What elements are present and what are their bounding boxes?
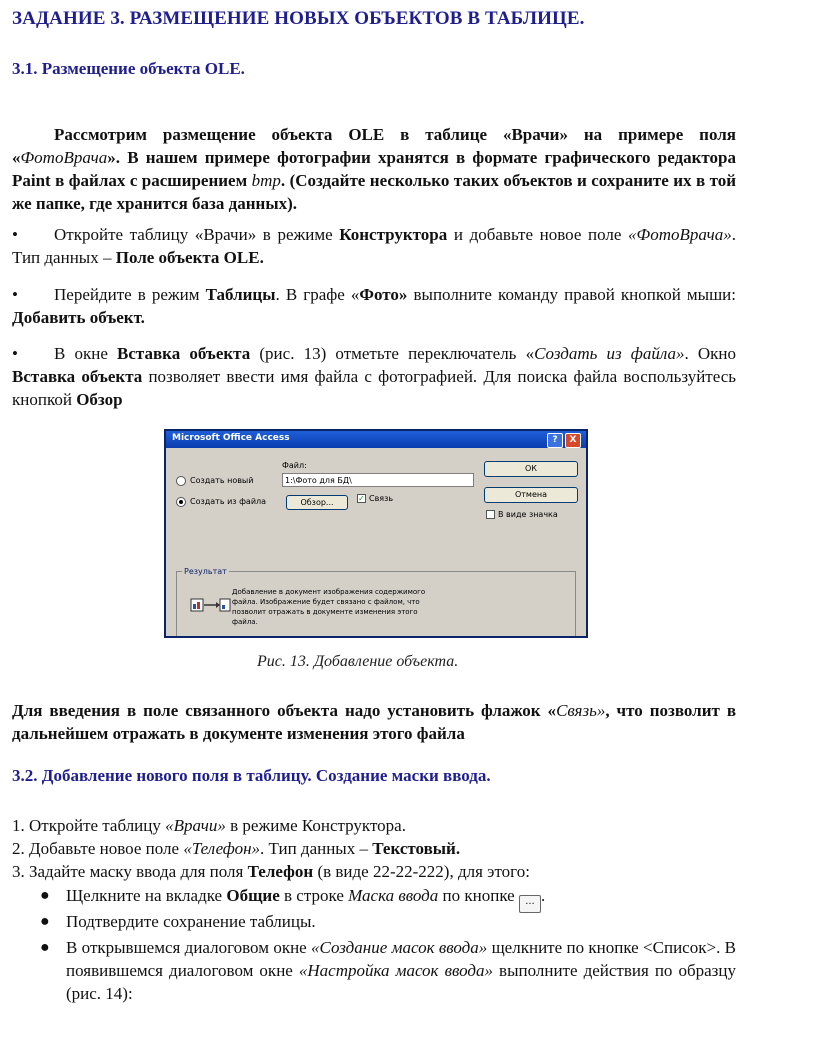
list-item-3 [12, 860, 530, 883]
help-button[interactable]: ? [547, 433, 563, 448]
b1-b: Конструктора [339, 225, 448, 244]
b1-d: «ФотоВрача» [628, 225, 732, 244]
s3-e: выполните действия по образцу (рис. 14): [66, 961, 736, 1003]
list-item-1 [12, 814, 406, 837]
after-a: Для введения в поле связанного объекта надо установить флажок « [12, 701, 557, 720]
s3-b: «Создание масок ввода» [311, 938, 488, 957]
i3-a: 3. Задайте маску ввода для поля [12, 862, 248, 881]
figure-caption: Рис. 13. Добавление объекта. [257, 653, 459, 670]
browse-button[interactable]: Обзор... [286, 495, 348, 510]
s1-b: Общие [226, 886, 280, 905]
s1-c: в строке [279, 886, 349, 905]
intro-bmp: bmp [251, 171, 281, 190]
b3-f: Вставка объекта [12, 367, 143, 386]
b2-d: Фото» [359, 285, 408, 304]
b1-e: . Тип данных – [12, 225, 736, 267]
s3-a: В открывшемся диалоговом окне [66, 938, 312, 957]
bullet-icon: • [12, 225, 18, 244]
bullet-icon: ● [40, 913, 50, 930]
linked-file-icon [190, 597, 232, 613]
i2-a: 2. Добавьте новое поле [12, 839, 184, 858]
builder-button-icon: ... [519, 895, 541, 913]
b1-c: и добавьте новое поле [447, 225, 629, 244]
bullet-icon: ● [40, 939, 50, 956]
file-input[interactable]: 1:\Фото для БД\ [282, 473, 474, 487]
bullet-insert-object [12, 342, 736, 411]
cancel-button[interactable]: Отмена [484, 487, 578, 503]
section-heading-mask: 3.2. Добавление нового поля в таблицу. Создание маски ввода. [12, 766, 491, 785]
s2-text: Подтвердите сохранение таблицы. [66, 912, 316, 931]
b2-b: Таблицы [205, 285, 276, 304]
intro-text-2: ». В нашем примере фотографии хранятся в формате графического редактора [107, 148, 736, 167]
i2-d: Текстовый. [372, 839, 461, 858]
close-button[interactable]: X [565, 433, 581, 448]
b3-e: . Окно [684, 344, 737, 363]
b1-f: Поле объекта OLE. [115, 248, 264, 267]
section-heading-ole: 3.1. Размещение объекта OLE. [12, 59, 245, 78]
b3-b: Вставка объекта [117, 344, 251, 363]
s1-e: по кнопке [438, 886, 519, 905]
s3-c: щелкните по кнопке <Список>. В появившемся диалоговом окне [66, 938, 736, 980]
sub-item-confirm-save [40, 910, 736, 933]
radio-create-new[interactable] [176, 476, 186, 486]
dialog-title: Microsoft Office Access [172, 433, 290, 443]
file-label: Файл: [282, 461, 307, 470]
link-paragraph [12, 699, 736, 745]
i1-c: в режиме Конструктора. [225, 816, 406, 835]
i3-c: (в виде 22-22-222), для этого: [313, 862, 530, 881]
i1-b: «Врачи» [165, 816, 226, 835]
i2-b: «Телефон» [183, 839, 261, 858]
b2-c: . В графе « [275, 285, 360, 304]
radio-create-new-label: Создать новый [190, 476, 254, 485]
b3-a: В окне [54, 344, 118, 363]
intro-text-4: . (Создайте несколько таких объектов и сохраните их в той же папке, где хранится база данных). [12, 171, 737, 213]
insert-object-dialog [164, 429, 588, 638]
dialog-titlebar [166, 431, 586, 448]
bullet-icon: ● [40, 887, 50, 904]
radio-create-from-file-label: Создать из файла [190, 497, 267, 506]
bullet-icon: • [12, 285, 18, 304]
link-checkbox-label: Связь [369, 494, 394, 503]
b2-f: Добавить объект. [12, 308, 145, 327]
s1-f: . [540, 886, 546, 905]
i1-a: 1. Откройте таблицу [12, 816, 166, 835]
after-b: Связь» [556, 701, 606, 720]
i2-c: . Тип данных – [260, 839, 373, 858]
list-item-2 [12, 837, 460, 860]
sub-item-mask-wizard [40, 936, 736, 1005]
result-label: Результат [184, 567, 227, 576]
s1-d: Маска ввода [348, 886, 439, 905]
intro-text-1: Рассмотрим размещение объекта OLE в таблице «Врачи» на примере поля « [12, 125, 736, 167]
result-text: Добавление в документ изображения содержимого файла. Изображение будет связано с файлом, что позволит отражать в документе изменения этого файла. [232, 588, 426, 626]
radio-create-from-file[interactable] [176, 497, 186, 507]
link-checkbox[interactable]: ✓ [358, 494, 365, 503]
sub-item-click-button [40, 884, 736, 913]
i3-b: Телефон [247, 862, 314, 881]
b2-a: Перейдите в режим [54, 285, 206, 304]
task-heading: ЗАДАНИЕ 3. РАЗМЕЩЕНИЕ НОВЫХ ОБЪЕКТОВ В ТАБЛИЦЕ. [12, 8, 585, 29]
b1-a: Откройте таблицу «Врачи» в режиме [54, 225, 340, 244]
intro-paint: Paint [12, 171, 51, 190]
b3-c: (рис. 13) отметьте переключатель « [250, 344, 535, 363]
intro-field-name: ФотоВрача [20, 148, 108, 167]
bullet-icon: • [12, 344, 18, 363]
intro-paragraph [12, 123, 736, 215]
b3-g: позволяет ввести имя файла с фотографией. Для поиска файла воспользуйтесь кнопкой [12, 367, 736, 409]
s1-a: Щелкните на вкладке [66, 886, 227, 905]
as-icon-label: В виде значка [498, 510, 558, 519]
b3-h: Обзор [76, 390, 123, 409]
intro-text-3: в файлах с расширением [50, 171, 252, 190]
bullet-table-mode [12, 283, 736, 329]
ok-button[interactable]: ОК [484, 461, 578, 477]
b3-d: Создать из файла» [534, 344, 685, 363]
bullet-open-designer [12, 223, 736, 269]
b2-e: выполните команду правой кнопкой мыши: [407, 285, 736, 304]
s3-d: «Настройка масок ввода» [298, 961, 493, 980]
as-icon-checkbox[interactable] [486, 510, 495, 519]
after-c: , что позволит в дальнейшем отражать в документе изменения этого файла [12, 701, 737, 743]
